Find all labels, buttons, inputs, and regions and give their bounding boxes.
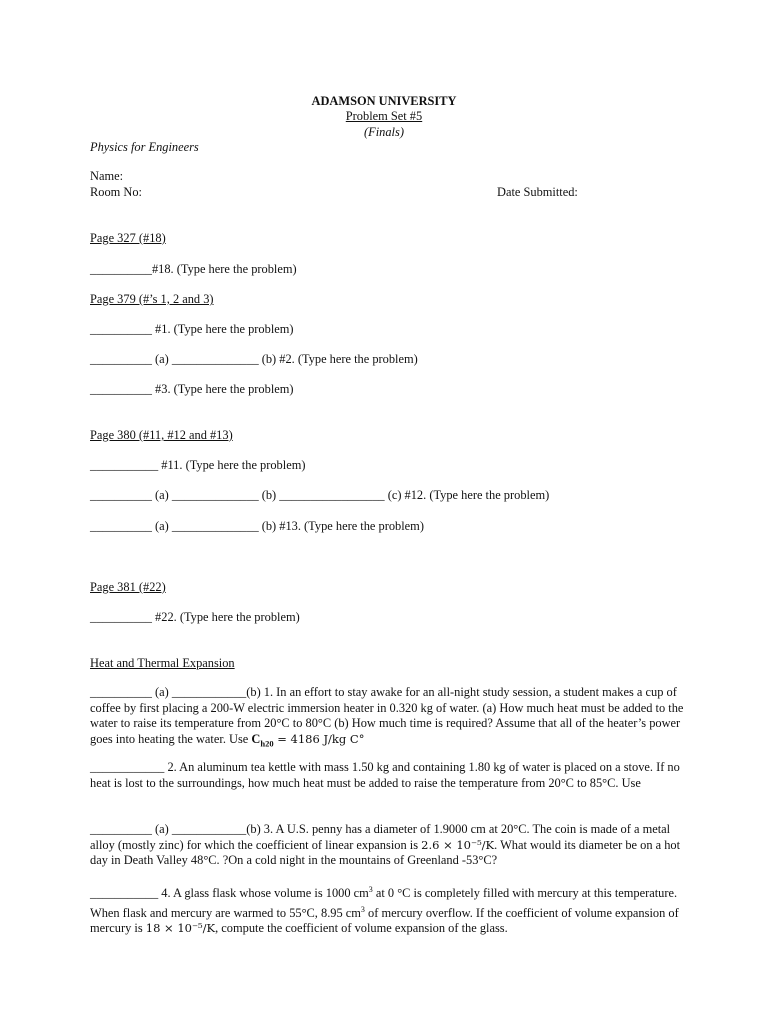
problem-line: ___________ #11. (Type here the problem) — [90, 458, 306, 472]
problem-line: __________ #22. (Type here the problem) — [90, 610, 300, 624]
section-heading-page-380: Page 380 (#11, #12 and #13) — [90, 428, 233, 442]
problem-line: __________ #3. (Type here the problem) — [90, 382, 294, 396]
problem-paragraph-2: ____________ 2. An aluminum tea kettle with mass 1.50 kg and containing 1.80 kg of water is placed on a stove. If no heat is lost to the surroundings, how much heat must be added to raise the temperature from 20°C to 85°C. Use — [90, 760, 680, 790]
problem-paragraph-4: ___________ 4. A glass flask whose volume is 1000 $cm^3$ at 0 °C is completely filled with mercury at this temperature. When flask and mercury are warmed to 55°C, 8.95 $cm^3$ of mercury overflow. If the coefficient of volume expansion of mercury is 18 × 10⁻⁵/K, compute the coefficient of volume expansion of the glass. — [90, 885, 679, 936]
university-title: ADAMSON UNIVERSITY — [311, 94, 457, 108]
problem-line: __________ (a) ______________ (b) _________________ (c) #12. (Type here the problem) — [90, 488, 550, 502]
section-heading-page-381: Page 381 (#22) — [90, 580, 166, 594]
problem-set-title: Problem Set #5 — [345, 109, 423, 123]
section-heading-page-379: Page 379 (#’s 1, 2 and 3) — [90, 292, 214, 306]
date-submitted-label: Date Submitted: — [497, 185, 578, 199]
problem-line: __________ (a) ______________ (b) #13. (Type here the problem) — [90, 519, 424, 533]
course-title: Physics for Engineers — [90, 140, 199, 154]
name-label: Name: — [90, 169, 124, 183]
problem-line: __________#18. (Type here the problem) — [90, 262, 297, 276]
problem-line: __________ (a) ______________ (b) #2. (Type here the problem) — [90, 352, 418, 366]
section-heading-page-327: Page 327 (#18) — [90, 231, 166, 245]
term-label: (Finals) — [364, 125, 404, 139]
section-heading-heat-thermal-expansion: Heat and Thermal Expansion — [90, 656, 235, 670]
problem-line: __________ #1. (Type here the problem) — [90, 322, 294, 336]
problem-paragraph-3: __________ (a) ____________(b) 3. A U.S. penny has a diameter of 1.9000 cm at 20°C. The coin is made of a metal alloy (mostly zinc) for which the coefficient of linear expansion is 2.6 × 10⁻⁵/K. What would its diameter be on a hot day in Death Valley 48°C. ?On a cold night in the mountains of Greenland -53°C? — [90, 822, 681, 868]
room-label: Room No: — [90, 185, 142, 199]
problem-paragraph-1: __________ (a) ____________(b) 1. In an effort to stay awake for an all-night study session, a student makes a cup of coffee by first placing a 200-W electric immersion heater in 0.320 kg of water. (a) How much heat must be added to the water to raise its temperature from 20°C to 80°C (b) How much time is required? Assume that all of the heater’s power goes into heating the water. Use $C_{h20} = 4186$ J/kg C° — [90, 685, 684, 749]
